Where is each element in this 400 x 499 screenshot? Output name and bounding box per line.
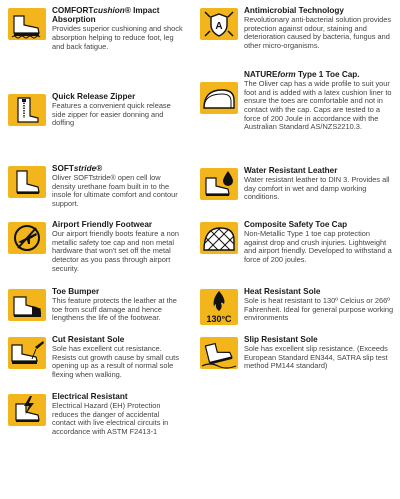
feature-title: Water Resistant Leather xyxy=(244,166,338,175)
boot-icon xyxy=(8,166,46,198)
feature-description: Features a convenient quick release side zipper for easier donning and doffing xyxy=(52,100,171,128)
feature-description: Water resistant leather to DIN 3. Provides all day comfort in wet and damp working conditions. xyxy=(244,174,390,202)
feature-title: Quick Release Zipper xyxy=(52,92,136,101)
feature-title: Antimicrobial Technology xyxy=(244,6,344,15)
composite-cap-icon xyxy=(200,222,238,254)
feature-title: SOFTstride® xyxy=(52,164,103,173)
lightning-boot-icon xyxy=(8,394,46,426)
feature-title: Airport Friendly Footwear xyxy=(52,220,153,229)
toe-bumper-icon xyxy=(8,289,46,321)
cushion-boot-icon xyxy=(8,8,46,40)
slip-boot-icon xyxy=(200,337,238,369)
feature-title: Slip Resistant Sole xyxy=(244,335,318,344)
svg-text:A: A xyxy=(215,21,223,32)
feature-description: Electrical Hazard (EH) Protection reduces the danger of accidental contact with live electrical circuits in accordance with ASTM F2413-1 xyxy=(52,400,169,437)
cut-sole-icon xyxy=(8,337,46,369)
temperature-badge: 130°C xyxy=(206,314,232,324)
feature-title: Electrical Resistant xyxy=(52,392,128,401)
flame-icon xyxy=(200,289,238,325)
feature-description: Sole has excellent slip resistance. (Exceeds European Standard EN344, SATRA slip test method PM144 standard) xyxy=(244,343,388,371)
feature-description: Sole has excellent cut resistance. Resists cut growth cause by small cuts opening up as a result of normal sole flexing when walking. xyxy=(52,343,179,380)
feature-description: Revolutionary anti-bacterial solution provides protection against odour, staining and deterioration caused by bacteria, fungus and other micro-organisms. xyxy=(244,14,392,51)
feature-title: Composite Safety Toe Cap xyxy=(244,220,348,229)
zipper-boot-icon xyxy=(8,94,46,126)
feature-description: Sole is heat resistant to 130º Celcius or 266º Fahrenheit. Ideal for general purpose working environments xyxy=(244,295,394,323)
feature-title: COMFORTcushion® Impact Absorption xyxy=(52,6,160,25)
feature-description: Non-Metallic Type 1 toe cap protection against drop and crush injuries. Lightweight and airport friendly. Developed to withstand a force of 200 joules. xyxy=(244,228,392,265)
feature-description: Provides superior cushioning and shock absorption helping to reduce foot, leg and back fatigue. xyxy=(52,24,183,51)
toe-cap-icon xyxy=(200,82,238,114)
feature-title: Cut Resistant Sole xyxy=(52,335,125,344)
feature-description: This feature protects the leather at the toe from scuff damage and hence lengthens the life of the footwear. xyxy=(52,295,177,323)
antimicrobial-icon xyxy=(200,8,238,40)
feature-title: Toe Bumper xyxy=(52,287,100,296)
feature-title: Heat Resistant Sole xyxy=(244,287,321,296)
feature-description: Our airport friendly boots feature a non metallic safety toe cap and non metal hardware that won't set off the metal detector as you pass through airport security. xyxy=(52,228,179,273)
feature-description: The Oliver cap has a wide profile to suit your foot and is added with a latex cushion liner to ensure the toes are comfortable and not in contact with the cap. Caps are tested to a force of 200 Joule in accordance with the Australian Standard AS/NZS2210.3. xyxy=(244,78,392,132)
water-drop-boot-icon xyxy=(200,168,238,200)
airplane-icon xyxy=(8,222,46,254)
feature-description: Oliver SOFTstride® open cell low density urethane foam built in to the insole for ultimate comfort and contour support. xyxy=(52,172,178,209)
feature-title: NATUREform Type 1 Toe Cap. xyxy=(244,70,360,79)
